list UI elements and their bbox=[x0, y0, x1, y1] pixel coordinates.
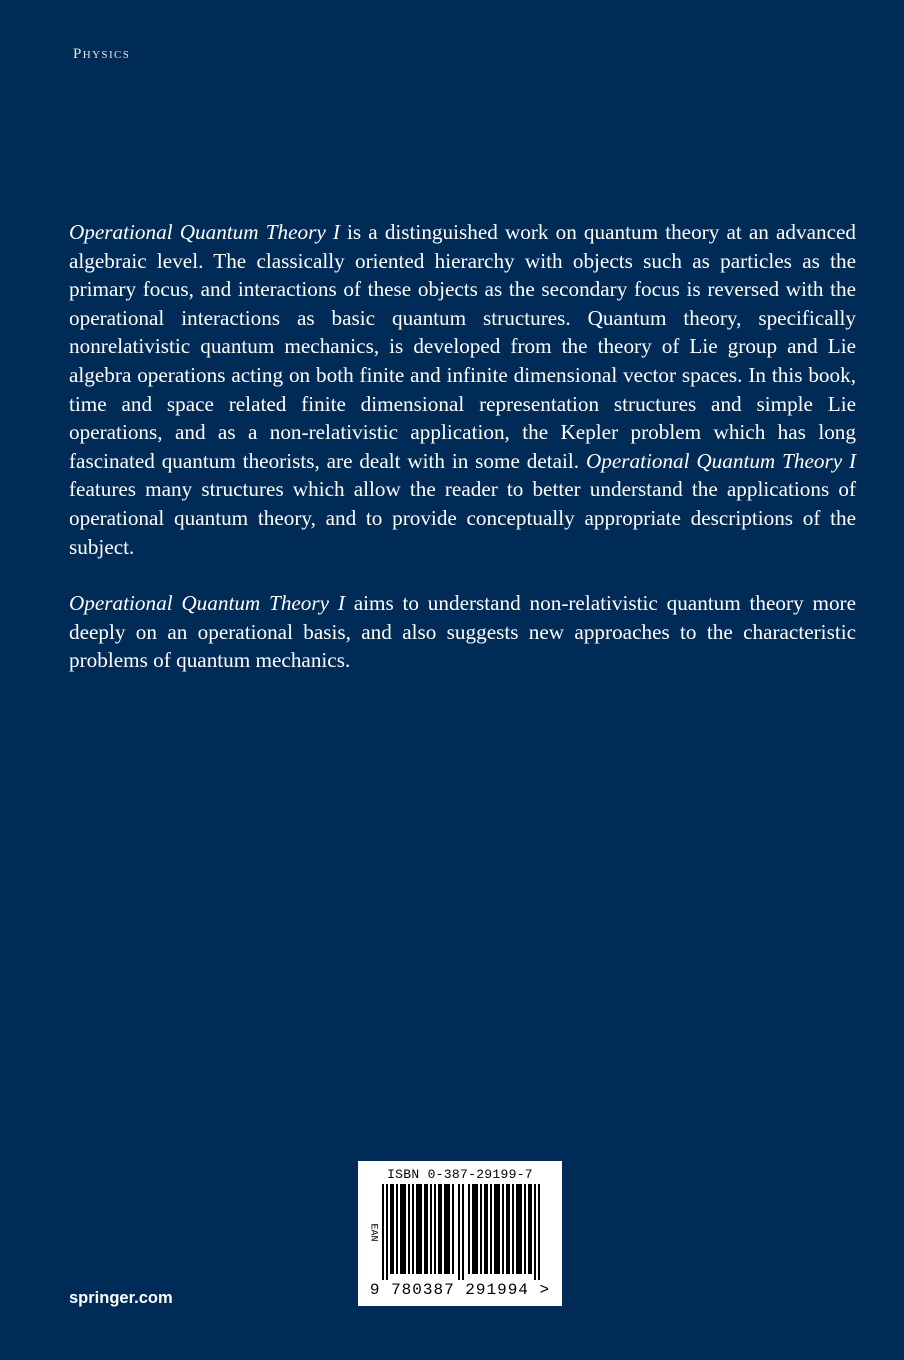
book-title-italic: Operational Quantum Theory I bbox=[69, 591, 345, 616]
book-title-italic: Operational Quantum Theory I bbox=[585, 448, 856, 473]
book-title-italic: Operational Quantum Theory I bbox=[69, 220, 340, 244]
back-cover-blurb bbox=[69, 218, 856, 703]
blurb-text: features many structures which allow the reader to better understand the applications of operational quantum theory, and to provide conceptually appropriate descriptions of the subject. bbox=[69, 477, 856, 559]
barcode-panel bbox=[358, 1161, 562, 1306]
blurb-paragraph-1 bbox=[69, 218, 856, 561]
ean-label: EAN bbox=[367, 1223, 379, 1242]
blurb-paragraph-2 bbox=[69, 589, 856, 675]
publisher-website: springer.com bbox=[69, 1289, 173, 1307]
blurb-text: is a distinguished work on quantum theory at an advanced algebraic level. The classically oriented hierarchy with objects such as particles as the primary focus, and interactions of these objects as the secondary focus is reversed with the operational interactions as basic quantum structures. Quantum theory, specifically nonrelativistic quantum mechanics, is developed from the theory of Lie group and Lie algebra operations acting on both finite and infinite dimensional vector spaces. In this book, time and space related finite dimensional representation structures and simple Lie operations, and as a non-relativistic application, the Kepler problem which has long fascinated quantum theorists, are dealt with in some detail. bbox=[69, 220, 856, 473]
isbn-text: ISBN 0-387-29199-7 bbox=[387, 1167, 533, 1182]
barcode-bars bbox=[382, 1184, 542, 1280]
category-label: Physics bbox=[73, 46, 131, 62]
blurb-text: aims to understand non-relativistic quantum theory more deeply on an operational basis, and also suggests new approaches to the characteristic problems of quantum mechanics. bbox=[69, 591, 856, 673]
barcode-digits: 9 780387 291994 > bbox=[369, 1281, 551, 1299]
